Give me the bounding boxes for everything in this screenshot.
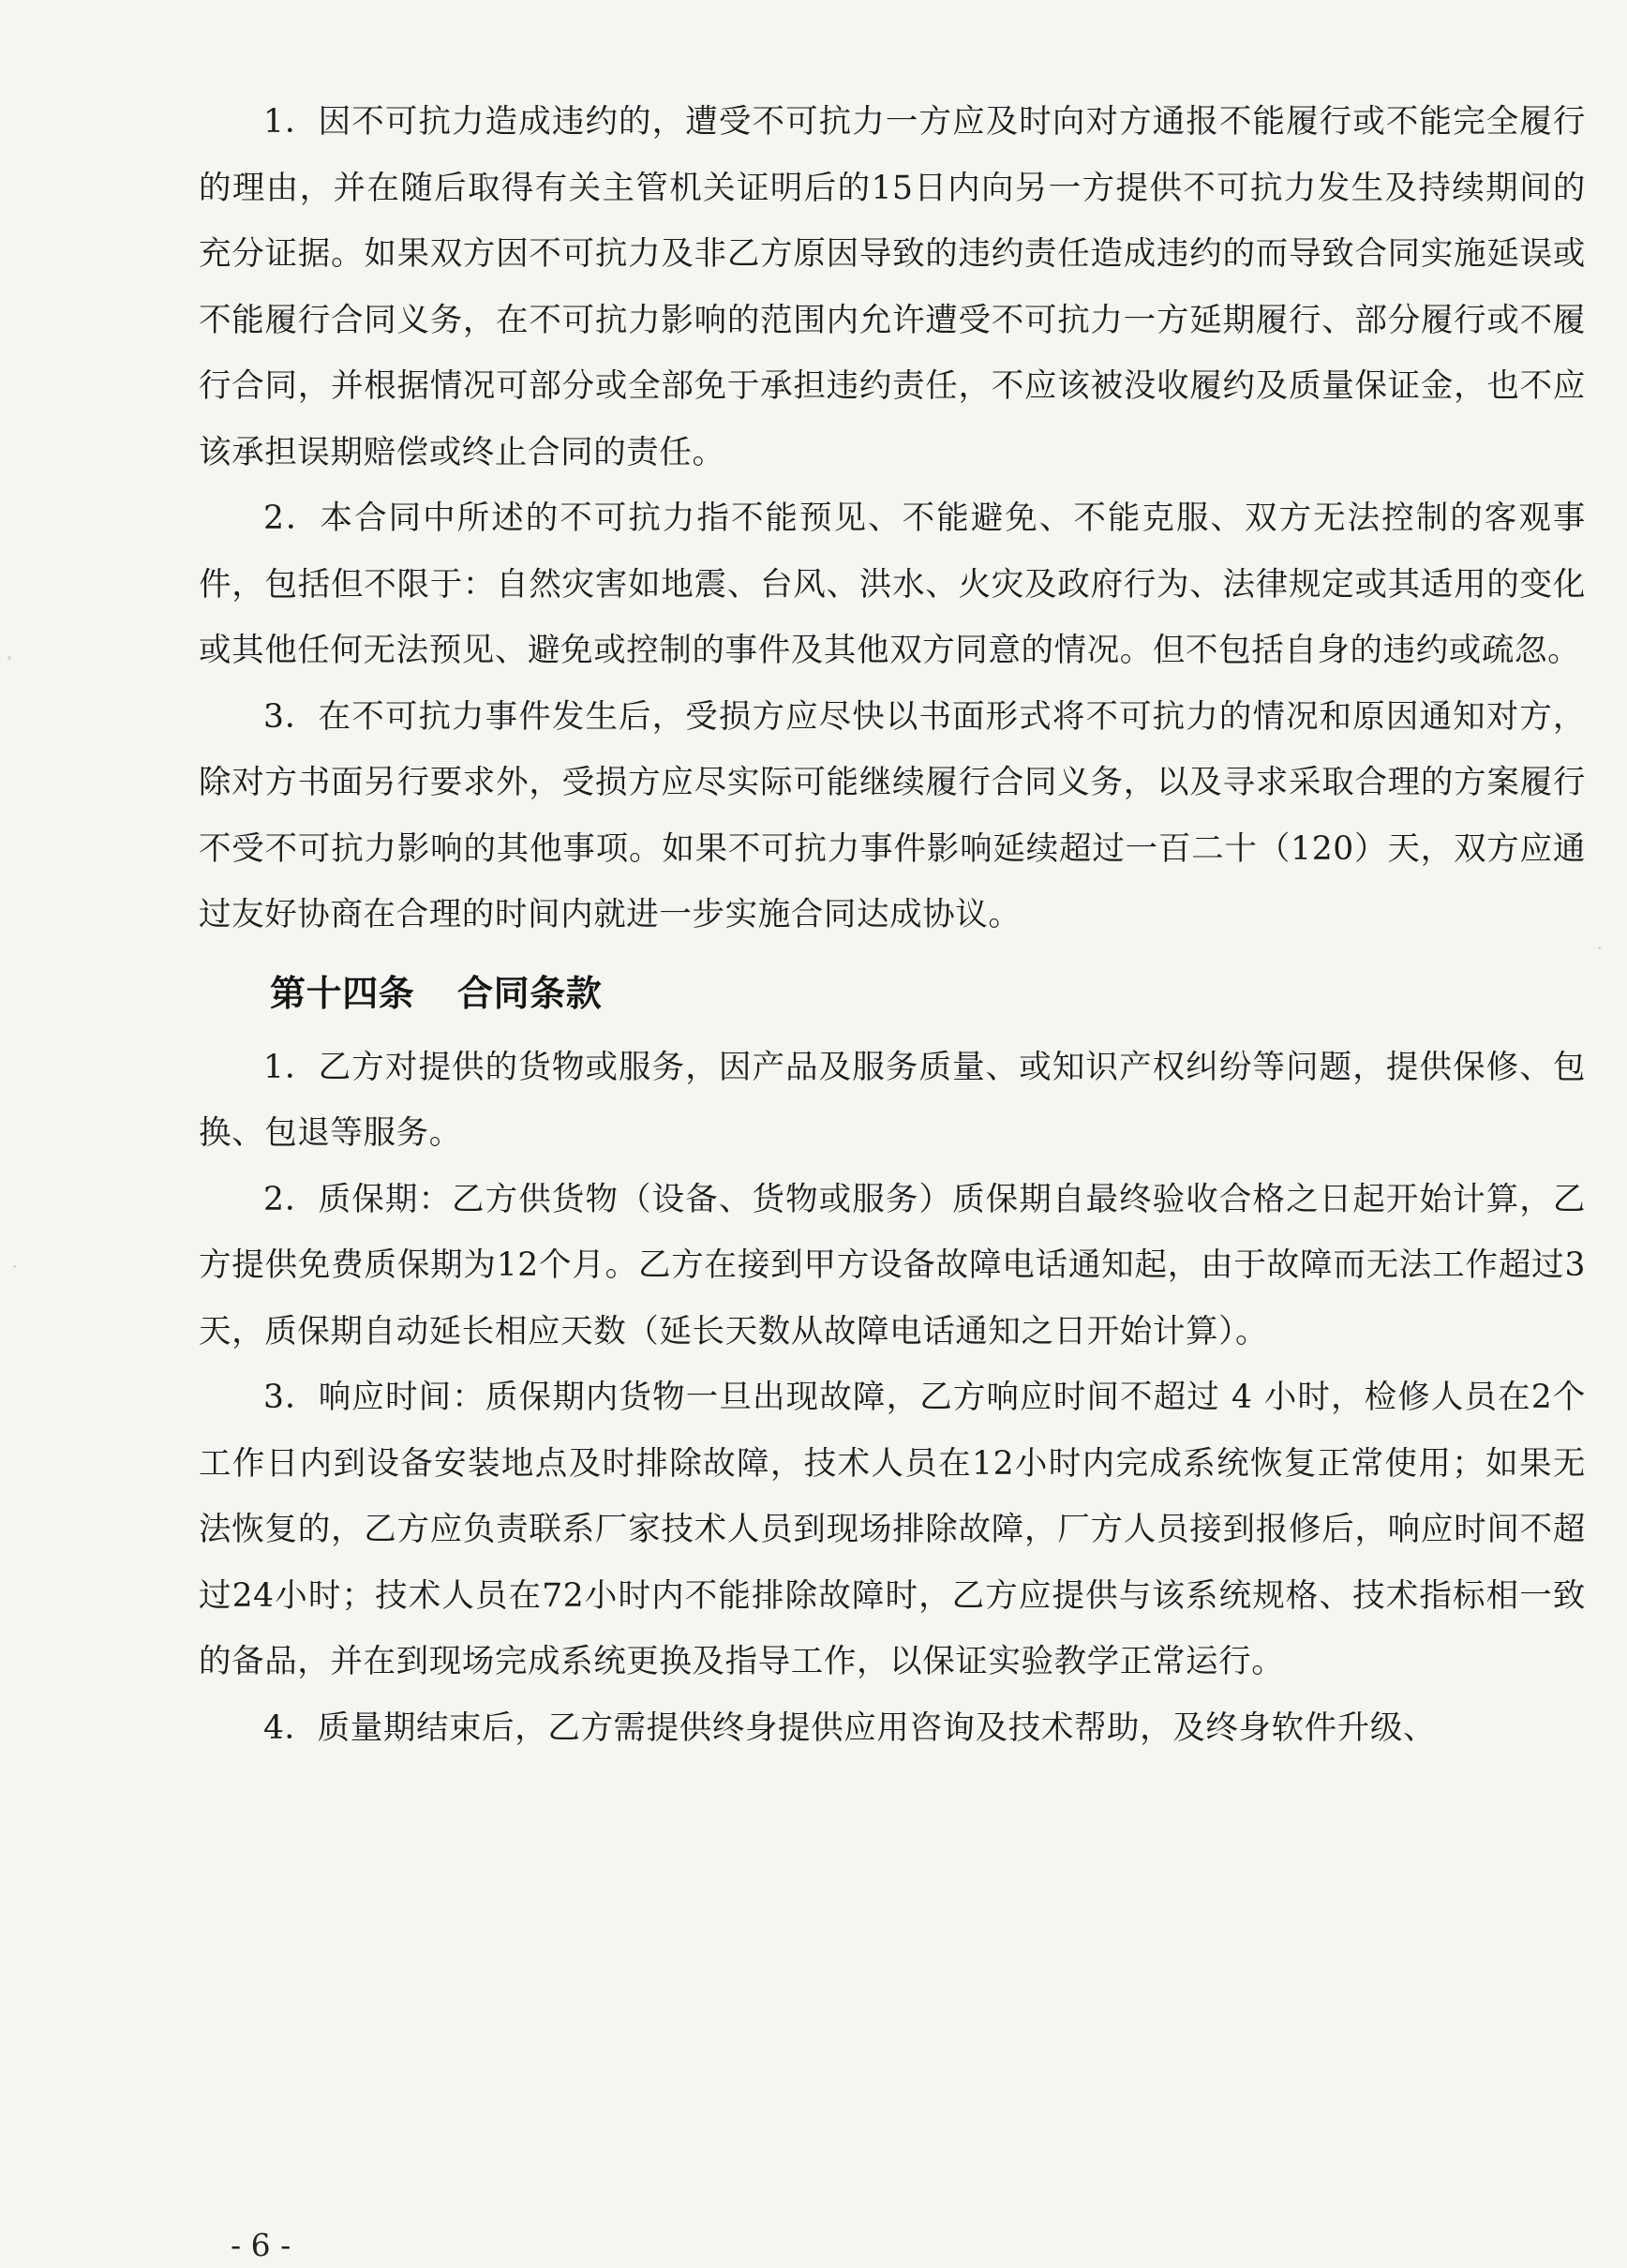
page-number: - 6 - [231,2227,291,2263]
warranty-period-clause: 2．质保期：乙方供货物（设备、货物或服务）质保期自最终验收合格之日起开始计算，乙方提供免费质保期为12个月。乙方在接到甲方设备故障电话通知起，由于故障而无法工作超过3天，质保期自动延长相应天数（延长天数从故障电话通知之日开始计算）。 [199,1180,1586,1350]
response-time-clause: 3．响应时间：质保期内货物一旦出现故障，乙方响应时间不超过 4 小时，检修人员在2个工作日内到设备安装地点及时排除故障，技术人员在12小时内完成系统恢复正常使用；如果无法恢复的，乙方应负责联系厂家技术人员到现场排除故障，厂方人员接到报修后，响应时间不超过24小时；技术人员在72小时内不能排除故障时，乙方应提供与该系统规格、技术指标相一致的备品，并在到现场完成系统更换及指导工作，以保证实验教学正常运行。 [199,1379,1586,1680]
contract-body [199,89,1586,1761]
scan-speck [7,656,11,660]
force-majeure-clause-1: 1．因不可抗力造成违约的，遭受不可抗力一方应及时向对方通报不能履行或不能完全履行的理由，并在随后取得有关主管机关证明后的15日内向另一方提供不可抗力发生及持续期间的充分证据。如果双方因不可抗力及非乙方原因导致的违约责任造成违约的而导致合同实施延误或不能履行合同义务，在不可抗力影响的范围内允许遭受不可抗力一方延期履行、部分履行或不履行合同，并根据情况可部分或全部免于承担违约责任，不应该被没收履约及质量保证金，也不应该承担误期赔偿或终止合同的责任。 [199,103,1586,471]
force-majeure-clause-3: 3．在不可抗力事件发生后，受损方应尽快以书面形式将不可抗力的情况和原因通知对方，除对方书面另行要求外，受损方应尽实际可能继续履行合同义务，以及寻求采取合理的方案履行不受不可抗力影响的其他事项。如果不可抗力事件影响延续超过一百二十（120）天，双方应通过友好协商在合理的时间内就进一步实施合同达成协议。 [199,697,1586,933]
force-majeure-clause-2: 2．本合同中所述的不可抗力指不能预见、不能避免、不能克服、双方无法控制的客观事件，包括但不限于：自然灾害如地震、台风、洪水、火灾及政府行为、法律规定或其适用的变化或其他任何无法预见、避免或控制的事件及其他双方同意的情况。但不包括自身的违约或疏忽。 [199,500,1586,669]
contract-term-clause-1: 1．乙方对提供的货物或服务，因产品及服务质量、或知识产权纠纷等问题，提供保修、包换、包退等服务。 [199,1048,1586,1152]
scan-speck [13,1265,16,1268]
section-heading [199,958,1586,1029]
section-heading-title: 合同条款 [457,972,603,1014]
scan-speck [1598,947,1601,949]
section-heading-number: 第十四条 [270,972,415,1014]
post-warranty-clause: 4．质量期结束后，乙方需提供终身提供应用咨询及技术帮助，及终身软件升级、 [263,1708,1437,1747]
